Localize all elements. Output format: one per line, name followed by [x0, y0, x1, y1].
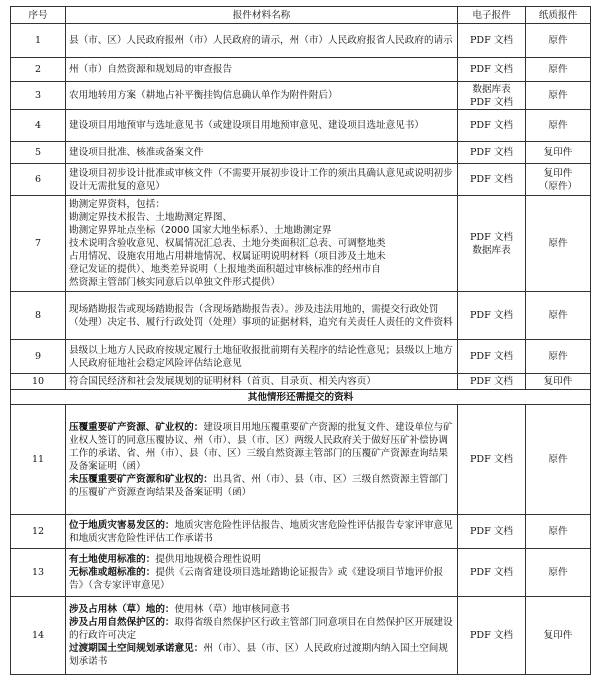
row-number: 9	[11, 340, 66, 374]
condition-label: 无标准或超标准的：	[69, 567, 156, 578]
electronic-format	[458, 82, 526, 110]
material-name: 农用地转用方案（耕地占补平衡挂钩信息确认单作为附件附后）	[66, 82, 458, 110]
table-row	[11, 58, 591, 82]
electronic-format	[458, 196, 526, 292]
electronic-format: PDF 文档	[458, 24, 526, 58]
paper-format: 原件	[526, 58, 591, 82]
table-row	[11, 82, 591, 110]
table-row	[11, 164, 591, 196]
material-name: 州（市）自然资源和规划局的审查报告	[66, 58, 458, 82]
paper-format: 原件	[526, 549, 591, 597]
material-line: 占用情况、设施农用地占用耕地情况、权属证明说明材料（项目涉及土地未	[69, 251, 386, 262]
material-line: 然资源主管部门核实同意后以单独文件形式提供）	[69, 277, 281, 288]
condition-text: 提供用地规模合理性说明	[155, 554, 261, 565]
paper-format: 复印件	[526, 597, 591, 675]
row-number: 7	[11, 196, 66, 292]
condition-text: 出具省、州（市）、县（市、区）三级自然资源主管部门的压覆矿产资源查询结果及备案证明（函）	[69, 473, 448, 498]
material-name: 建设项目用地预审与选址意见书（或建设项目用地预审意见、建设项目选址意见书）	[66, 110, 458, 142]
paper-format: 原件	[526, 82, 591, 110]
row-number: 14	[11, 597, 66, 675]
condition-text: 使用林（草）地审核同意书	[174, 604, 290, 615]
condition-label: 过渡期国土空间规划承诺意见：	[69, 643, 204, 654]
material-name	[66, 515, 458, 549]
header-material: 报件材料名称	[66, 7, 458, 24]
condition-text: 州（市）、县（市、区）人民政府过渡期内纳入国土空间规划承诺书	[69, 643, 448, 667]
electronic-format-line: PDF 文档	[469, 231, 514, 243]
electronic-format-line: 数据库表	[472, 244, 511, 256]
material-name	[66, 405, 458, 515]
condition-label: 涉及占用自然保护区的：	[69, 617, 175, 628]
paper-format: 原件	[526, 196, 591, 292]
row-number: 6	[11, 164, 66, 196]
condition-text: 取得省级自然保护区行政主管部门同意项目在自然保护区开展建设的行政许可决定	[69, 617, 453, 641]
table-header-row	[11, 7, 591, 24]
condition-label: 未压覆重要矿产资源和矿业权的：	[69, 473, 213, 485]
paper-format-line: 复印件	[543, 167, 573, 179]
material-name	[66, 597, 458, 675]
electronic-format: PDF 文档	[458, 164, 526, 196]
material-line: 勘测定界技术报告、土地勘测定界图、	[69, 212, 233, 223]
table-row	[11, 549, 591, 597]
condition-label: 有土地使用标准的：	[69, 554, 156, 565]
material-line: 勘测定界资料，包括：	[69, 199, 165, 210]
row-number: 11	[11, 405, 66, 515]
paper-format: 原件	[526, 24, 591, 58]
header-electronic: 电子报件	[458, 7, 526, 24]
material-name: 县（市、区）人民政府报州（市）人民政府的请示，州（市）人民政府报省人民政府的请示	[66, 24, 458, 58]
row-number: 13	[11, 549, 66, 597]
material-name	[66, 549, 458, 597]
condition-text: 建设项目用地压覆重要矿产资源的批复文件、建设单位与矿业权人签订的同意压覆协议、州（市）、县（市、区）两级人民政府关于做好压矿补偿协调工作的承诺、省、州（市）、县（市、区）三级自然资源主管部门的压覆矿产资源查询结果及备案证明（函）	[69, 421, 453, 472]
row-number: 10	[11, 374, 66, 390]
condition-label: 位于地质灾害易发区的：	[69, 519, 175, 531]
row-number: 1	[11, 24, 66, 58]
paper-format: 原件	[526, 340, 591, 374]
electronic-format: PDF 文档	[458, 58, 526, 82]
condition-label: 压覆重要矿产资源、矿业权的：	[69, 421, 204, 433]
row-number: 12	[11, 515, 66, 549]
table-row	[11, 597, 591, 675]
electronic-format-line: 数据库表	[472, 83, 511, 95]
material-name: 建设项目批准、核准或备案文件	[66, 142, 458, 164]
electronic-format: PDF 文档	[458, 515, 526, 549]
electronic-format: PDF 文档	[458, 110, 526, 142]
row-number: 2	[11, 58, 66, 82]
paper-format-line: （原件）	[538, 180, 578, 192]
table-row	[11, 24, 591, 58]
material-name: 县级以上地方人民政府按规定履行土地征收报批前期有关程序的结论性意见；县级以上地方人民政府征地社会稳定风险评估结论意见	[66, 340, 458, 374]
header-no: 序号	[11, 7, 66, 24]
condition-text: 提供《云南省建设项目选址踏勘论证报告》或《建设项目节地评价报告》（含专家评审意见）	[69, 567, 444, 591]
table-row	[11, 515, 591, 549]
material-line: 技术说明含验收意见、权属情况汇总表、土地分类面积汇总表、可调整地类	[69, 238, 386, 249]
electronic-format: PDF 文档	[458, 549, 526, 597]
table-row	[11, 340, 591, 374]
electronic-format: PDF 文档	[458, 405, 526, 515]
paper-format: 复印件	[526, 142, 591, 164]
table-row	[11, 374, 591, 390]
row-number: 4	[11, 110, 66, 142]
condition-label: 涉及占用林（草）地的：	[69, 604, 175, 615]
section-title: 其他情形还需提交的资料	[11, 390, 591, 405]
material-name	[66, 196, 458, 292]
electronic-format: PDF 文档	[458, 374, 526, 390]
electronic-format: PDF 文档	[458, 340, 526, 374]
paper-format: 原件	[526, 515, 591, 549]
electronic-format: PDF 文档	[458, 142, 526, 164]
condition-text: 地质灾害危险性评估报告、地质灾害危险性评估报告专家评审意见和地质灾害危险性评估工作承诺书	[69, 519, 453, 544]
row-number: 8	[11, 292, 66, 340]
header-paper: 纸质报件	[526, 7, 591, 24]
row-number: 3	[11, 82, 66, 110]
table-row	[11, 405, 591, 515]
paper-format: 原件	[526, 292, 591, 340]
material-name: 建设项目初步设计批准或审核文件（不需要开展初步设计工作的须出具确认意见或说明初步设计无需批复的意见）	[66, 164, 458, 196]
table-row	[11, 196, 591, 292]
electronic-format: PDF 文档	[458, 597, 526, 675]
paper-format: 原件	[526, 405, 591, 515]
paper-format: 原件	[526, 110, 591, 142]
materials-table	[10, 6, 591, 675]
table-row	[11, 292, 591, 340]
material-name: 符合国民经济和社会发展规划的证明材料（首页、目录页、相关内容页）	[66, 374, 458, 390]
table-row	[11, 110, 591, 142]
document-table-wrapper	[10, 6, 590, 675]
table-row	[11, 142, 591, 164]
electronic-format: PDF 文档	[458, 292, 526, 340]
section-row	[11, 390, 591, 405]
row-number: 5	[11, 142, 66, 164]
paper-format	[526, 164, 591, 196]
material-line: 登记发证的提供）、地类差异说明（上报地类面积超过审核标准的经州市自	[69, 264, 381, 275]
paper-format: 复印件	[526, 374, 591, 390]
material-name: 现场踏勘报告或现场踏勘报告（含现场踏勘报告表）。涉及违法用地的，需提交行政处罚（处理）决定书、履行行政处罚（处理）事项的证据材料，追究有关责任人责任的文件资料	[66, 292, 458, 340]
electronic-format-line: PDF 文档	[469, 96, 514, 108]
material-line: 勘测定界界址点坐标（2000 国家大地坐标系）、土地勘测定界	[69, 225, 332, 236]
